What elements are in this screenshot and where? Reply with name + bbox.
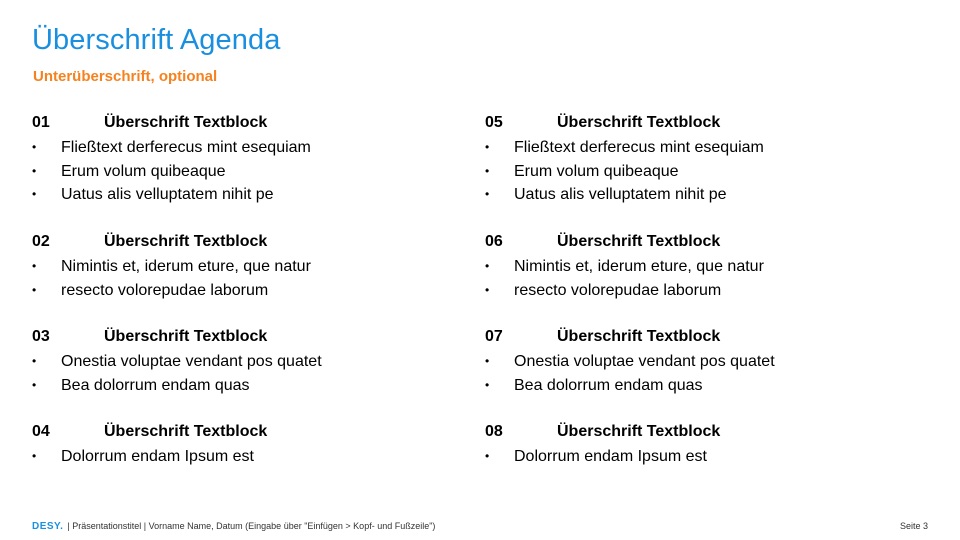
bullet-icon: • — [32, 449, 37, 463]
bullet-list — [32, 445, 452, 469]
bullet-text: Fließtext derferecus mint esequiam — [61, 139, 311, 156]
agenda-item-header — [32, 114, 452, 136]
list-item — [485, 255, 905, 279]
bullet-list — [32, 255, 452, 302]
agenda-item-number: 02 — [32, 233, 50, 250]
bullet-icon: • — [485, 282, 490, 297]
list-item — [32, 445, 452, 469]
bullet-list — [485, 255, 905, 302]
agenda-item-heading: Überschrift Textblock — [557, 423, 721, 440]
agenda-item — [485, 328, 905, 397]
agenda-item-header — [485, 233, 905, 255]
agenda-item-heading: Überschrift Textblock — [104, 233, 268, 250]
list-item — [485, 160, 905, 184]
bullet-icon: • — [32, 187, 37, 201]
bullet-text: Dolorrum endam Ipsum est — [61, 448, 254, 465]
list-item — [485, 445, 905, 469]
bullet-list — [485, 136, 905, 207]
agenda-item-header — [485, 328, 905, 350]
page-number: Seite 3 — [899, 521, 928, 531]
agenda-item — [32, 328, 452, 397]
bullet-text: resecto volorepudae laborum — [61, 281, 269, 299]
bullet-text: Onestia voluptae vendant pos quatet — [61, 353, 322, 370]
list-item — [485, 183, 905, 207]
bullet-text: Nimintis et, iderum eture, que natur — [514, 258, 764, 275]
bullet-text: Nimintis et, iderum eture, que natur — [61, 258, 311, 275]
footer-text: | Präsentationstitel | Vorname Name, Datum (Eingabe über "Einfügen > Kopf- und Fußzeile") — [67, 521, 436, 531]
agenda-item-number: 01 — [32, 114, 50, 131]
bullet-text: Erum volum quibeaque — [61, 162, 226, 180]
bullet-list — [32, 350, 452, 397]
bullet-icon: • — [485, 187, 490, 201]
agenda-item — [32, 423, 452, 469]
agenda-item-heading: Überschrift Textblock — [557, 328, 721, 345]
list-item — [485, 279, 905, 303]
bullet-text: Dolorrum endam Ipsum est — [514, 448, 707, 465]
list-item — [32, 255, 452, 279]
agenda-item-number: 06 — [485, 233, 503, 250]
bullet-icon: • — [32, 259, 37, 273]
agenda-item-header — [32, 328, 452, 350]
bullet-text: Erum volum quibeaque — [514, 162, 679, 180]
bullet-icon: • — [32, 377, 37, 392]
agenda-item-number: 07 — [485, 328, 503, 345]
bullet-icon: • — [485, 140, 490, 154]
bullet-icon: • — [32, 354, 37, 368]
bullet-list — [32, 136, 452, 207]
bullet-icon: • — [32, 282, 37, 297]
agenda-item — [485, 423, 905, 469]
agenda-item-number: 04 — [32, 423, 50, 440]
bullet-text: Onestia voluptae vendant pos quatet — [514, 353, 775, 370]
bullet-icon: • — [32, 163, 37, 178]
list-item — [485, 374, 905, 398]
list-item — [485, 136, 905, 160]
page-title: Überschrift Agenda — [32, 24, 281, 56]
list-item — [32, 374, 452, 398]
agenda-item-header — [485, 114, 905, 136]
agenda-item-heading: Überschrift Textblock — [557, 233, 721, 250]
bullet-text: Bea dolorrum endam quas — [514, 376, 703, 394]
agenda-item-header — [32, 423, 452, 445]
agenda-item — [32, 233, 452, 302]
bullet-icon: • — [32, 140, 37, 154]
list-item — [485, 350, 905, 374]
agenda-item-number: 05 — [485, 114, 503, 131]
bullet-icon: • — [485, 449, 490, 463]
bullet-icon: • — [485, 354, 490, 368]
bullet-text: Bea dolorrum endam quas — [61, 376, 250, 394]
agenda-item — [485, 114, 905, 207]
agenda-item-heading: Überschrift Textblock — [104, 328, 268, 345]
list-item — [32, 136, 452, 160]
bullet-text: Fließtext derferecus mint esequiam — [514, 139, 764, 156]
agenda-item-number: 08 — [485, 423, 503, 440]
agenda-item-number: 03 — [32, 328, 50, 345]
bullet-text: Uatus alis velluptatem nihit pe — [514, 186, 727, 203]
list-item — [32, 160, 452, 184]
agenda-item-heading: Überschrift Textblock — [557, 114, 721, 131]
agenda-item — [485, 233, 905, 302]
page-subtitle: Unterüberschrift, optional — [33, 68, 218, 85]
bullet-text: Uatus alis velluptatem nihit pe — [61, 186, 274, 203]
list-item — [32, 183, 452, 207]
bullet-icon: • — [485, 377, 490, 392]
bullet-list — [485, 445, 905, 469]
agenda-item-header — [32, 233, 452, 255]
list-item — [32, 350, 452, 374]
bullet-text: resecto volorepudae laborum — [514, 281, 722, 299]
agenda-item-heading: Überschrift Textblock — [104, 114, 268, 131]
bullet-list — [485, 350, 905, 397]
agenda-item-heading: Überschrift Textblock — [104, 423, 268, 440]
bullet-icon: • — [485, 163, 490, 178]
agenda-item — [32, 114, 452, 207]
agenda-item-header — [485, 423, 905, 445]
list-item — [32, 279, 452, 303]
bullet-icon: • — [485, 259, 490, 273]
footer — [32, 519, 435, 533]
desy-logo: DESY. — [32, 521, 64, 532]
